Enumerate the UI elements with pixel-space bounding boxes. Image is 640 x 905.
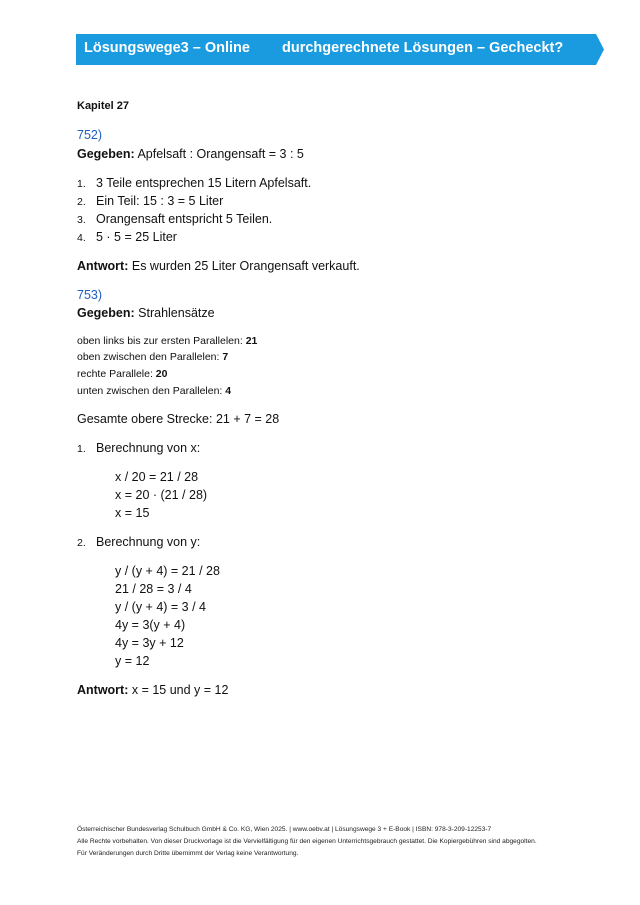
task-753-number: 753) [77,288,103,302]
chapter-heading: Kapitel 27 [77,100,129,112]
step-number: 4. [77,232,86,244]
task-752-number: 752) [77,128,103,142]
step-number: 1. [77,443,86,455]
header-banner [76,34,604,65]
given-label: Gegeben: [77,147,135,161]
calc-line: y / (y + 4) = 21 / 28 [115,564,220,578]
fact-label: oben links bis zur ersten Parallelen: [77,335,243,347]
fact-line [77,368,167,380]
fact-line [77,351,228,363]
header-title: Lösungswege3 – Online [84,40,250,56]
calc-line: 4y = 3(y + 4) [115,618,186,632]
footer-line-publisher: Österreichischer Bundesverlag Schulbuch GmbH & Co. KG, Wien 2025. | www.oebv.at | Lösungswege 3 + E-Book | ISBN: 978-3-209-12253-7 [77,826,492,833]
calc-line: x = 20 · (21 / 28) [115,488,208,502]
fact-label: rechte Parallele: [77,368,153,380]
calc-line: 21 / 28 = 3 / 4 [115,582,192,596]
step-text: Ein Teil: 15 : 3 = 5 Liter [96,194,224,208]
fact-line [77,385,231,397]
task-753-answer [77,683,228,697]
step-text: Orangensaft entspricht 5 Teilen. [96,212,273,226]
calc-line: x / 20 = 21 / 28 [115,470,199,484]
step-number: 2. [77,537,86,549]
given-text: Apfelsaft : Orangensaft = 3 : 5 [137,147,304,161]
step-item [77,212,272,226]
step-number: 1. [77,178,86,190]
answer-label: Antwort: [77,683,129,697]
footer-line-disclaimer: Für Veränderungen durch Dritte übernimmt der Verlag keine Verantwortung. [77,850,299,857]
step-item [77,176,311,190]
step-number: 3. [77,214,86,226]
task-752-given [77,147,304,161]
step-number: 2. [77,196,86,208]
step-text: 3 Teile entsprechen 15 Litern Apfelsaft. [96,176,312,190]
step-item [77,535,200,549]
fact-value: 20 [155,368,168,380]
calc-line: x = 15 [115,506,150,520]
total-line: Gesamte obere Strecke: 21 + 7 = 28 [77,412,280,426]
fact-label: oben zwischen den Parallelen: [77,351,220,363]
calc-line: 4y = 3y + 12 [115,636,184,650]
fact-line [77,335,257,347]
given-label: Gegeben: [77,306,135,320]
page-footer [77,824,537,860]
fact-value: 21 [245,335,258,347]
answer-label: Antwort: [77,259,129,273]
answer-text: Es wurden 25 Liter Orangensaft verkauft. [131,259,360,273]
calc-line: y = 12 [115,654,150,668]
header-subtitle: durchgerechnete Lösungen – Gecheckt? [282,40,564,56]
task-752-answer [77,259,360,273]
step-text: 5 · 5 = 25 Liter [96,230,177,244]
step-item [77,230,177,244]
task-753-given [77,306,215,320]
fact-label: unten zwischen den Parallelen: [77,385,223,397]
step-text: Berechnung von x: [96,441,201,455]
fact-value: 4 [225,385,232,397]
fact-value: 7 [222,351,229,363]
calc-line: y / (y + 4) = 3 / 4 [115,600,207,614]
step-item [77,441,200,455]
given-text: Strahlensätze [138,306,215,320]
footer-line-rights: Alle Rechte vorbehalten. Von dieser Druckvorlage ist die Vervielfältigung für den eigenen Unterrichtsgebrauch gestattet. Die Kopiergebühren sind abgegolten. [77,838,537,845]
step-text: Berechnung von y: [96,535,201,549]
answer-text: x = 15 und y = 12 [131,683,229,697]
step-item [77,194,223,208]
